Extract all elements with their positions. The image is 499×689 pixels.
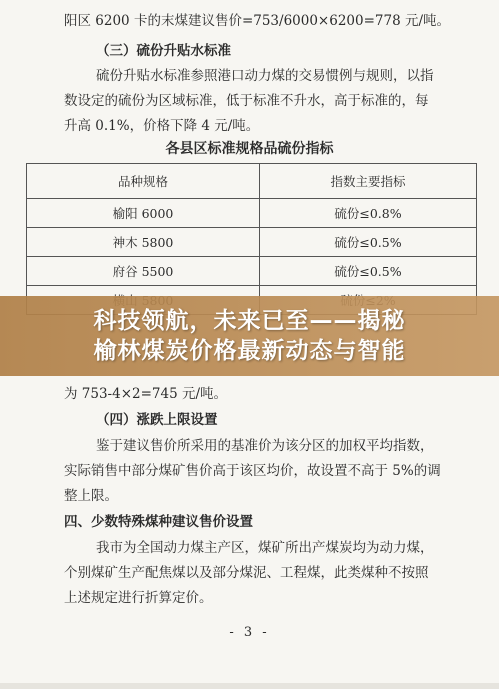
para-5-line-1: 我市为全国动力煤主产区，煤矿所出产煤炭均为动力煤， <box>96 540 434 556</box>
table-title: 各县区标准规格品硫份指标 <box>165 141 334 157</box>
para-4-line-1: 鉴于建议售价所采用的基准价为该分区的加权平均指数， <box>96 438 434 454</box>
para-4-line-2: 实际销售中部分煤矿售价高于该区均价，故设置不高于 5%的调 <box>64 463 441 479</box>
headline-banner <box>0 296 499 376</box>
para-5-line-3: 上述规定进行折算定价。 <box>64 590 213 606</box>
banner-line-2: 榆林煤炭价格最新动态与智能 <box>93 338 406 364</box>
para-5-line-2: 个别煤矿生产配焦煤以及部分煤泥、工程煤，此类煤种不按照 <box>64 565 429 581</box>
table-cell-index: 硫份≤0.8% <box>260 199 477 228</box>
table-row <box>27 257 477 286</box>
section-4-subtitle: （四）涨跌上限设置 <box>96 412 218 428</box>
banner-line-1: 科技领航，未来已至——揭秘 <box>93 308 406 334</box>
table-header-index: 指数主要指标 <box>260 164 477 199</box>
para-3-line-1: 硫份升贴水标准参照港口动力煤的交易惯例与规则，以指 <box>96 68 434 84</box>
sulfur-spec-table <box>26 163 477 315</box>
table-cell-index: 硫份≤0.5% <box>260 228 477 257</box>
table-cell-spec: 府谷 5500 <box>27 257 260 286</box>
price-calc-line: 阳区 6200 卡的末煤建议售价=753/6000×6200=778 元/吨。 <box>64 13 451 29</box>
table-cell-spec: 神木 5800 <box>27 228 260 257</box>
para-3-line-3: 升高 0.1%，价格下降 4 元/吨。 <box>64 118 260 134</box>
table-cell-spec: 榆阳 6000 <box>27 199 260 228</box>
partial-price-line: 为 753-4×2=745 元/吨。 <box>64 386 228 402</box>
page-number: - 3 - <box>229 625 270 640</box>
para-3-line-2: 数设定的硫份为区域标准，低于标准不升水，高于标准的，每 <box>64 93 429 109</box>
section-3-title: （三）硫份升贴水标准 <box>96 43 231 59</box>
table-header-row <box>27 164 477 199</box>
table-row <box>27 228 477 257</box>
table-cell-index: 硫份≤0.5% <box>260 257 477 286</box>
page-bottom-edge <box>0 683 499 689</box>
section-four-title: 四、少数特殊煤种建议售价设置 <box>64 514 253 530</box>
table-row <box>27 199 477 228</box>
table-header-spec: 品种规格 <box>27 164 260 199</box>
para-4-line-3: 整上限。 <box>64 488 118 504</box>
